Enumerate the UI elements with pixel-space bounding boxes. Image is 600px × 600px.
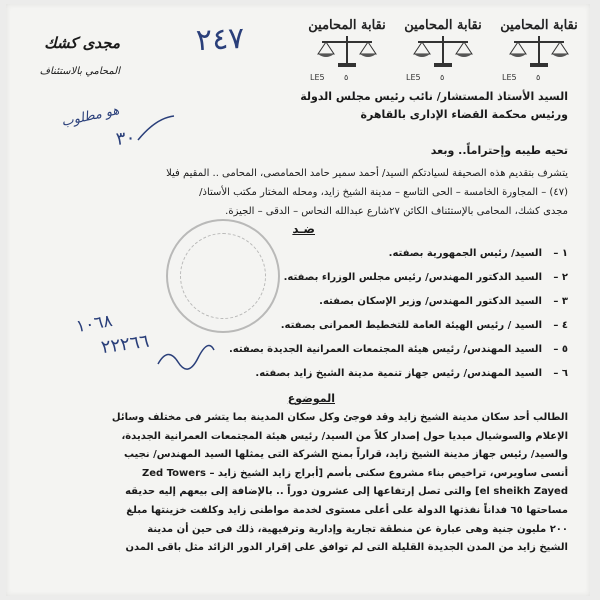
body-line: الشيخ زايد من المدن الجديدة القليلة التى لم توافق على إقرار الدور الزائد مثل باقى المدن [125,542,568,554]
body-line: ٢٠٠ مليون جنية وهى عبارة عن منطقة تجارية وإدارية وترفيهية، ذلك فى حين أن مدينة [147,523,568,535]
handwritten-stroke [136,114,176,144]
defendant-text: السيد المهندس/ رئيس هيئة المجتمعات العمرانية الجديدة بصفته. [228,344,542,355]
stamp-value: ٥ [344,73,349,82]
stamp-value: ٥ [440,73,445,82]
handwritten-margin-number: ٢٢٢٦٦ [99,330,151,359]
addressee-line-1: السيد الأستاذ المستشار/ نائب رئيس مجلس الدولة [300,90,568,103]
intro-line: يتشرف بتقديم هذه الصحيفة لسيادتكم السيد/ أحمد سمير حامد الحمامصى، المحامى .. المقيم فيلا [166,168,568,179]
handwritten-amount: ٣٠ [114,127,137,150]
intro-line: (٤٧) – المجاورة الخامسة – الحى التاسع – مدينة الشيخ زايد، ومحله المختار مكتب الأستاذ/ [199,187,568,198]
defendant-text: السيد / رئيس الهيئة العامة للتخطيط العمرانى بصفته. [280,320,542,331]
law-office-name: مجدى كشك [44,34,120,52]
scales-icon [412,34,474,68]
list-item [98,266,568,290]
addressee-line-2: ورئيس محكمة القضاء الإدارى بالقاهرة [360,108,568,121]
stamp-value: ٥ [536,73,541,82]
bar-association-stamp [498,16,580,86]
intro-paragraph [28,164,568,221]
stamp-title: نقابة المحامين [500,18,578,33]
bar-association-stamp [306,16,388,86]
stamp-le-label: LE5 [502,73,517,82]
bar-association-stamp [402,16,484,86]
list-item [98,314,568,338]
list-item [98,242,568,266]
body-line: الإعلام والسوشيال ميديا حول إصدار كلاً من السيد/ رئيس هيئة المجتمعات العمرانية الجديدة، [121,430,568,442]
defendant-number: ٢ – [553,272,568,283]
scales-icon [508,34,570,68]
body-line: أنسى ساويرس، تراخيص بناء مشروع سكنى بأسم [أبراج زايد الشيخ زايد – Zed Towers [142,467,568,479]
subject-heading: الموضوع [287,392,335,405]
body-line: el sheikh Zayed] والتى تصل إرتفاعها إلى عشرون دوراً .. بالإضافة إلى بيعهم إليه حديقه [125,486,568,498]
defendant-text: السيد/ رئيس الجمهورية بصفته. [388,248,542,259]
handwritten-margin-number: ١٠٦٨ [74,310,114,338]
defendant-number: ٣ – [553,296,568,307]
document-page [6,4,590,596]
handwritten-note: هو مطلوب [60,103,121,130]
body-line: والسيد/ رئيس جهاز مدينة الشيخ زايد، قراراً بمنح الشركة التى يمثلها السيد المهندس/ نجيب [123,449,568,461]
defendant-number: ٥ – [553,344,568,355]
stamp-title: نقابة المحامين [404,18,482,33]
stamp-row [306,16,586,86]
defendant-number: ١ – [553,248,568,259]
stamp-title: نقابة المحامين [308,18,386,33]
greeting: تحيه طيبه وإحتراماً.. وبعد [430,144,568,157]
stamp-le-label: LE5 [406,73,421,82]
body-line: الطالب أحد سكان مدينة الشيخ زايد وقد فوجئ وكل سكان المدينة بما يتشر فى مختلف وسائل [111,412,568,423]
body-line: مساحتها ٦٥ فداناً نفذتها الدولة على أعلى مستوى لخدمة مواطنى زايد وكلفت خزينتها مبلغ [126,504,568,516]
defendant-text: السيد الدكتور المهندس/ رئيس مجلس الوزراء بصفته. [283,272,542,283]
law-office-subtitle: المحامي بالاستئناف [39,66,120,77]
defendant-text: السيد الدكتور المهندس/ وزير الإسكان بصفته. [319,296,542,307]
against-heading: ضـد [292,222,315,236]
defendant-number: ٤ – [553,320,568,331]
handwritten-scribble [156,344,216,374]
defendant-number: ٦ – [553,368,568,379]
list-item [98,290,568,314]
defendant-text: السيد المهندس/ رئيس جهاز تنمية مدينة الشيخ زايد بصفته. [255,368,542,379]
body-paragraph [14,409,568,558]
stamp-le-label: LE5 [310,73,325,82]
intro-line: مجدى كشك، المحامى بالإستئناف الكائن ٢٧شارع عبدالله النحاس – الدقى – الجيزة. [225,206,568,217]
scales-icon [316,34,378,68]
handwritten-number: ٢٤٧ [195,20,246,59]
